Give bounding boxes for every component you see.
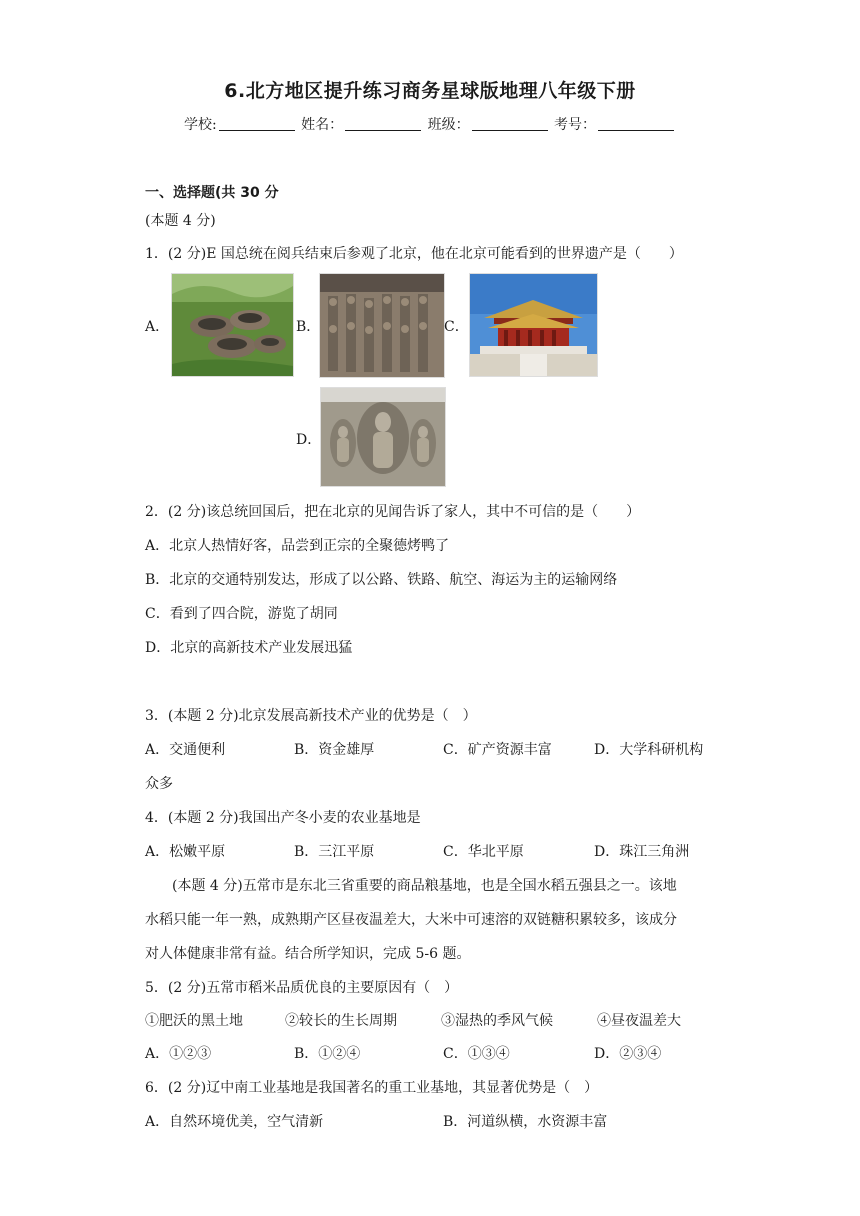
q4-text: 4．(本题 2 分)我国出产冬小麦的农业基地是 [145,810,421,826]
q5-item-4: ④昼夜温差大 [597,1013,681,1029]
school-label: 学校: [183,117,217,133]
q4-option-b[interactable]: B．三江平原 [294,844,375,860]
section-title: 一、选择题(共 30 分 [145,185,279,201]
tulou-image[interactable] [171,273,294,377]
q5-option-a[interactable]: A．①②③ [145,1046,212,1062]
q1-text: 1．(2 分)E 国总统在阅兵结束后参观了北京，他在北京可能看到的世界遗产是（ ） [145,246,683,262]
q3-option-d-wrap: 众多 [145,776,173,792]
passage-line-1: (本题 4 分)五常市是东北三省重要的商品粮基地，也是全国水稻五强县之一。该地 [172,878,677,894]
q3-text: 3．(本题 2 分)北京发展高新技术产业的优势是（ ） [145,708,477,724]
q4-option-c[interactable]: C．华北平原 [443,844,524,860]
class-label: 班级： [427,117,470,133]
q5-text: 5．(2 分)五常市稻米品质优良的主要原因有（ ） [145,980,459,996]
q5-option-b[interactable]: B．①②④ [294,1046,361,1062]
q3-option-a[interactable]: A．交通便利 [145,742,226,758]
q2-text: 2．(2 分)该总统回国后，把在北京的见闻告诉了家人，其中不可信的是（ ） [145,504,641,520]
q5-option-d[interactable]: D．②③④ [594,1046,662,1062]
terracotta-army-image[interactable] [319,273,445,378]
passage-line-2: 水稻只能一年一熟，成熟期产区昼夜温差大，大米中可速溶的双链糖积累较多，该成分 [145,912,677,928]
q1-option-b-label: B． [296,319,321,335]
q2-option-b[interactable]: B．北京的交通特别发达，形成了以公路、铁路、航空、海运为主的运输网络 [145,572,618,588]
q1-option-a-label: A． [145,319,170,335]
q1-option-d-label: D． [296,432,322,448]
school-blank[interactable] [219,116,295,131]
class-blank[interactable] [472,116,548,131]
q6-text: 6．(2 分)辽中南工业基地是我国著名的重工业基地，其显著优势是（ ） [145,1080,599,1096]
q3-option-b[interactable]: B．资金雄厚 [294,742,375,758]
q4-option-a[interactable]: A．松嫩平原 [145,844,226,860]
q5-item-3: ③湿热的季风气候 [441,1013,553,1029]
q3-option-c[interactable]: C．矿产资源丰富 [443,742,552,758]
q2-option-d[interactable]: D．北京的高新技术产业发展迅猛 [145,640,353,656]
q6-option-b[interactable]: B．河道纵横，水资源丰富 [443,1114,608,1130]
q1-option-c-label: C． [444,319,469,335]
q2-option-c[interactable]: C．看到了四合院，游览了胡同 [145,606,338,622]
student-info-line [0,114,860,134]
q6-option-a[interactable]: A．自然环境优美，空气清新 [145,1114,324,1130]
forbidden-city-image[interactable] [469,273,598,377]
q5-item-2: ②较长的生长周期 [285,1013,397,1029]
grottoes-image[interactable] [320,387,446,487]
exam-no-label: 考号： [554,117,597,133]
page-title: 6.北方地区提升练习商务星球版地理八年级下册 [224,80,636,102]
q5-item-1: ①肥沃的黑土地 [145,1013,243,1029]
q4-option-d[interactable]: D．珠江三角洲 [594,844,690,860]
passage-line-3: 对人体健康非常有益。结合所学知识，完成 5-6 题。 [145,946,471,962]
q2-option-a[interactable]: A．北京人热情好客，品尝到正宗的全聚德烤鸭了 [145,538,450,554]
exam-no-blank[interactable] [598,116,674,131]
q3-option-d[interactable]: D．大学科研机构 [594,742,704,758]
name-blank[interactable] [345,116,421,131]
section-note: (本题 4 分) [145,213,216,229]
name-label: 姓名： [301,117,344,133]
q5-option-c[interactable]: C．①③④ [443,1046,510,1062]
